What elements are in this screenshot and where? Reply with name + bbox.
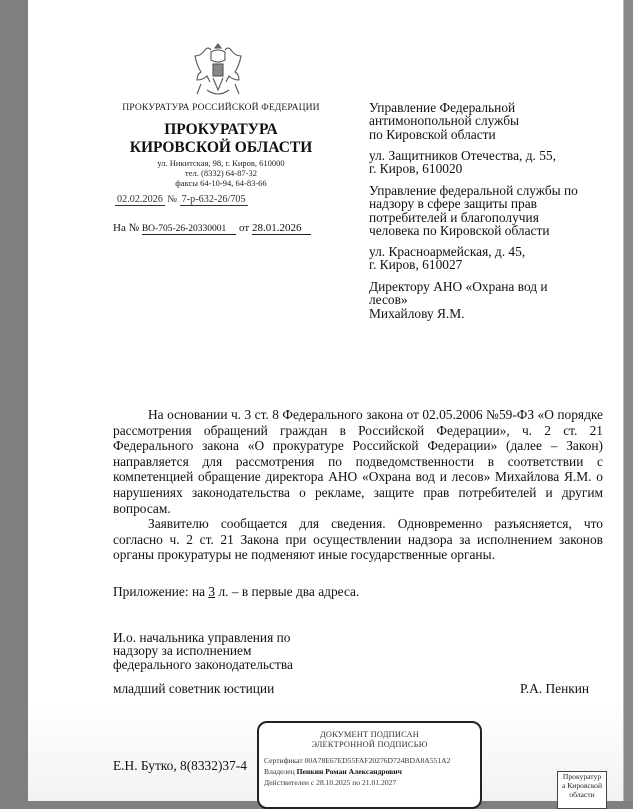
office-fax: факсы 64-10-94, 64-83-66 — [175, 178, 267, 188]
addressee-line: по Кировской области — [369, 126, 496, 142]
registration-line — [115, 194, 248, 206]
signer-position-line: федерального законодательства — [113, 656, 293, 672]
attachment-line — [113, 584, 359, 600]
esign-owner-value: Пенкин Роман Александрович — [296, 767, 402, 776]
reply-reference-line — [113, 222, 311, 235]
office-phone: тел. (8332) 64-87-32 — [185, 168, 257, 178]
office-address: ул. Никитская, 98, г. Киров, 610000 — [157, 158, 285, 168]
registration-number-label: № — [167, 194, 178, 205]
esign-title — [259, 730, 480, 750]
esign-owner-label: Владелец — [264, 767, 295, 776]
addressee-line: г. Киров, 610020 — [369, 161, 463, 177]
addressee-line: ул. Защитников Отечества, д. 55, — [369, 148, 556, 163]
stamp-line: области — [569, 790, 595, 799]
office-name-line1: ПРОКУРАТУРА — [164, 121, 278, 138]
addressee-line: Михайлову Я.М. — [369, 305, 465, 321]
reply-date: 28.01.2026 — [252, 222, 312, 235]
viewer-right-edge — [623, 0, 633, 801]
registration-number: 7-р-632-26/705 — [181, 194, 246, 205]
addressee-line: антимонопольной службы — [369, 113, 520, 129]
executor-contact: Е.Н. Бутко, 8(8332)37-4 — [113, 758, 247, 773]
coat-of-arms-icon — [191, 40, 245, 100]
addressee-line: потребителей и благополучия — [369, 209, 539, 225]
office-contacts — [118, 158, 324, 188]
letter-body — [113, 407, 603, 563]
esign-valid-label: Действителен — [264, 778, 309, 787]
esign-certificate — [264, 755, 480, 766]
addressee-fas-address — [369, 149, 556, 176]
signer-name: Р.А. Пенкин — [520, 681, 590, 696]
attachment-sheets: 3 — [208, 584, 216, 599]
addressee-line: надзору в сфере защиты прав — [369, 196, 537, 212]
signer-rank: младший советник юстиции — [113, 681, 275, 696]
esign-title-line: ДОКУМЕНТ ПОДПИСАН — [319, 730, 420, 739]
office-name — [118, 121, 324, 157]
registration-date: 02.02.2026 — [117, 194, 163, 205]
esign-cert-value: 00A78E67ED55FAF20276D724BDA8A551A2 — [304, 756, 451, 765]
addressee-director — [369, 280, 548, 320]
esign-title-line: ЭЛЕКТРОННОЙ ПОДПИСЬЮ — [311, 740, 428, 749]
office-stamp — [557, 771, 607, 809]
addressee-line: человека по Кировской области — [369, 223, 550, 239]
addressee-line: Управление Федеральной — [369, 100, 516, 115]
addressee-rospotrebnadzor-address — [369, 245, 525, 272]
attachment-prefix: Приложение: на — [113, 584, 209, 599]
esign-validity — [264, 777, 480, 788]
body-paragraph: На основании ч. 3 ст. 8 Федерального закона от 02.05.2006 №59-ФЗ «О порядке рассмотрения обращений граждан в Российской Федерации», ч. 2 ст. 21 Федерального закона «О прокуратуре Российской Федерации» (далее – Закон) направляется для рассмотрения по подведомственности в соответствии с компетенцией обращение директора АНО «Охрана вод и лесов» Михайлова Я.М. о нарушениях законодательства о рекламе, защите прав потребителей и другим вопросам. — [113, 407, 603, 516]
esign-owner — [264, 766, 480, 777]
addressee-line: лесов» — [369, 292, 408, 308]
addressee-line: ул. Красноармейская, д. 45, — [369, 244, 526, 259]
signer-position-line: надзору за исполнением — [113, 643, 252, 659]
esign-valid-value: с 28.10.2025 по 21.01.2027 — [310, 778, 397, 787]
addressee-line: г. Киров, 610027 — [369, 257, 463, 273]
reply-label: На № — [113, 222, 140, 234]
reply-date-label: от — [239, 222, 250, 234]
electronic-signature-stamp — [257, 721, 482, 809]
addressee-line: Директору АНО «Охрана вод и — [369, 279, 548, 294]
signer-position-line: И.о. начальника управления по — [113, 630, 291, 645]
addressee-fas — [369, 101, 519, 141]
signer-position — [113, 631, 293, 671]
esign-cert-label: Сертификат — [264, 756, 303, 765]
addressee-line: Управление федеральной службы по — [369, 183, 578, 198]
attachment-suffix: л. – в первые два адреса. — [215, 584, 360, 599]
federal-office-title: ПРОКУРАТУРА РОССИЙСКОЙ ФЕДЕРАЦИИ — [122, 102, 320, 113]
office-name-line2: КИРОВСКОЙ ОБЛАСТИ — [129, 139, 313, 156]
body-paragraph: Заявителю сообщается для сведения. Одновременно разъясняется, что согласно ч. 2 ст. 21 Закона при осуществлении надзора за исполнением законов органы прокуратуры не подменяют иные государственные органы. — [113, 516, 603, 563]
addressee-rospotrebnadzor — [369, 184, 578, 238]
stamp-line: Прокуратур — [562, 772, 602, 781]
document-page — [28, 0, 623, 801]
reply-ref-number: ВО-705-26-20330001 — [142, 224, 236, 235]
stamp-line: а Кировской — [561, 781, 603, 790]
